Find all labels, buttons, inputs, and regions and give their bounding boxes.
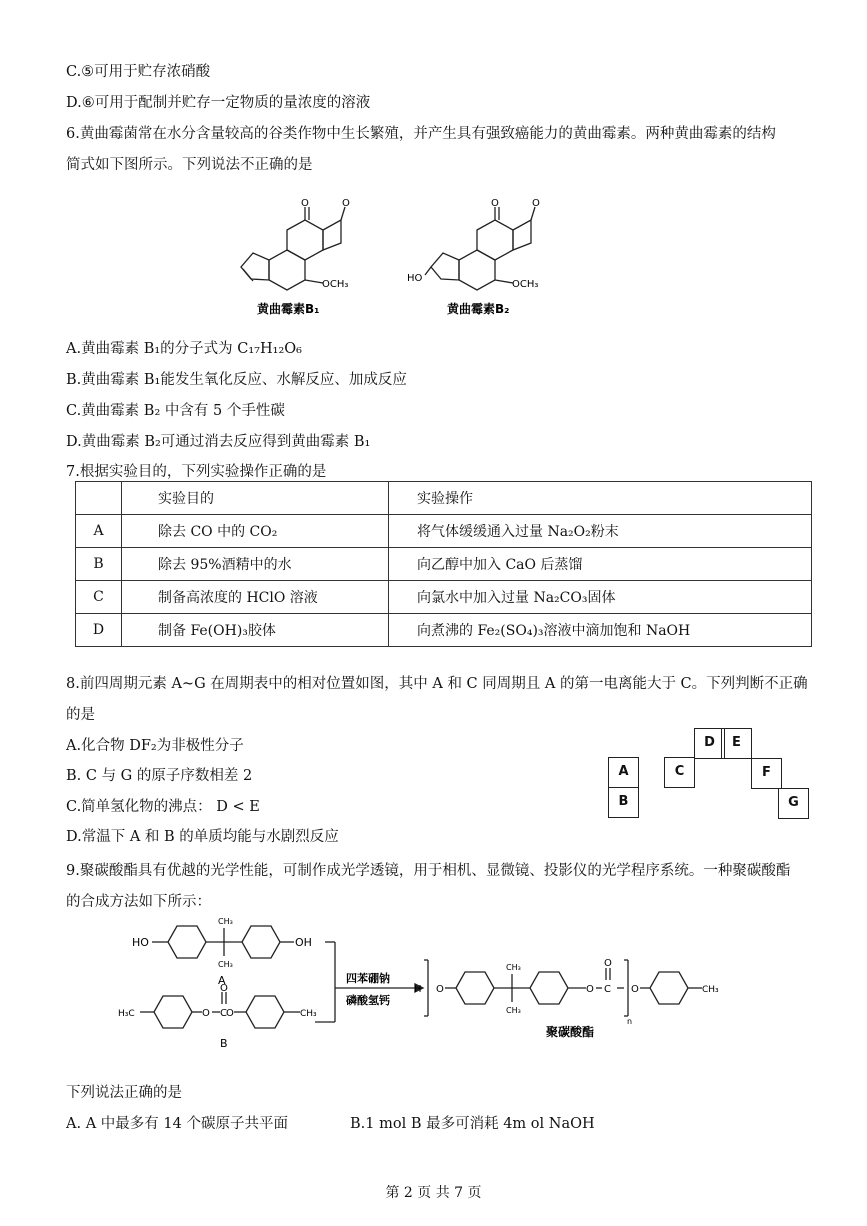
h-label: H: [414, 984, 422, 995]
o-label: O: [631, 984, 639, 995]
repeat-n: n: [627, 1017, 633, 1026]
table-row: [76, 548, 812, 581]
cell-f: F: [751, 758, 782, 789]
caption-b1: 黄曲霉素B₁: [257, 302, 320, 316]
q8-stem-line2: 的是: [66, 707, 95, 723]
q9-stem-line1: 9.聚碳酸酯具有优越的光学性能，可制作成光学透镜，用于相机、显微镜、投影仪的光学程序系统。一种聚碳酸酯: [66, 863, 791, 879]
q6-option-c: C.黄曲霉素 B₂ 中含有 5 个手性碳: [66, 403, 285, 419]
q9-question: 下列说法正确的是: [66, 1085, 182, 1101]
svg-text:O: O: [301, 198, 309, 209]
table-row: [76, 515, 812, 548]
cell-a: A: [608, 757, 639, 788]
och3-label: OCH₃: [512, 279, 539, 290]
label-a: A: [218, 974, 226, 987]
q6-option-a: A.黄曲霉素 B₁的分子式为 C₁₇H₁₂O₆: [66, 341, 302, 357]
product-label: 聚碳酸酯: [546, 1025, 595, 1039]
svg-text:O: O: [532, 198, 540, 209]
table-cell: A: [76, 515, 122, 548]
q8-stem-line1: 8.前四周期元素 A~G 在周期表中的相对位置如图，其中 A 和 C 同周期且 A 的第一电离能大于 C。下列判断不正确: [66, 676, 808, 692]
experiment-table: [75, 481, 812, 647]
cell-e: E: [721, 728, 752, 759]
oh-label: OH: [295, 936, 312, 949]
cell-b: B: [608, 787, 639, 818]
table-cell: 向煮沸的 Fe₂(SO₄)₃溶液中滴加饱和 NaOH: [389, 614, 812, 647]
q8-option-a: A.化合物 DF₂为非极性分子: [66, 738, 244, 754]
q9-option-a: A. A 中最多有 14 个碳原子共平面: [66, 1116, 288, 1132]
reagent-1: 四苯硼钠: [346, 972, 390, 985]
table-cell: 制备 Fe(OH)₃胶体: [122, 614, 389, 647]
table-cell: B: [76, 548, 122, 581]
ch3-label: CH₃: [218, 917, 233, 926]
reagent-2: 磷酸氢钙: [346, 994, 390, 1007]
q8-option-d: D.常温下 A 和 B 的单质均能与水剧烈反应: [66, 829, 339, 845]
aflatoxin-b1-structure: [235, 195, 375, 320]
table-cell: 将气体缓缓通入过量 Na₂O₂粉末: [389, 515, 812, 548]
q7-stem: 7.根据实验目的，下列实验操作正确的是: [66, 464, 327, 480]
cell-g: G: [778, 788, 809, 819]
c-label: C: [220, 1008, 227, 1019]
page-footer: 第 2 页 共 7 页: [385, 1185, 482, 1201]
ho-label: HO: [132, 936, 149, 949]
table-header-cell: 实验操作: [389, 482, 812, 515]
table-cell: 制备高浓度的 HClO 溶液: [122, 581, 389, 614]
q6-option-d: D.黄曲霉素 B₂可通过消去反应得到黄曲霉素 B₁: [66, 434, 371, 450]
q8-option-c: C.简单氢化物的沸点： D < E: [66, 799, 260, 815]
ch3-label: CH₃: [702, 985, 719, 995]
option-c-text: C.⑤可用于贮存浓硝酸: [66, 64, 211, 80]
ch3-label: CH₃: [506, 963, 521, 972]
option-d-text: D.⑥可用于配制并贮存一定物质的量浓度的溶液: [66, 95, 371, 111]
table-header-cell: [76, 482, 122, 515]
c-label: C: [604, 984, 611, 995]
cell-c: C: [664, 757, 695, 788]
o-label: O: [202, 1008, 210, 1019]
ho-label: HO: [407, 273, 423, 284]
table-cell: C: [76, 581, 122, 614]
caption-b2: 黄曲霉素B₂: [447, 302, 510, 316]
table-header-row: [76, 482, 812, 515]
o-label: O: [220, 983, 228, 994]
table-cell: D: [76, 614, 122, 647]
ch3-label: CH₃: [218, 960, 233, 969]
aflatoxin-b2-structure: [405, 195, 565, 320]
table-cell: 向乙醇中加入 CaO 后蒸馏: [389, 548, 812, 581]
q8-option-b: B. C 与 G 的原子序数相差 2: [66, 768, 253, 784]
table-cell: 向氯水中加入过量 Na₂CO₃固体: [389, 581, 812, 614]
table-row: [76, 614, 812, 647]
label-b: B: [220, 1037, 228, 1050]
cell-d: D: [694, 728, 725, 759]
q6-stem-line1: 6.黄曲霉菌常在水分含量较高的谷类作物中生长繁殖，并产生具有强致癌能力的黄曲霉素。两种黄曲霉素的结构: [66, 126, 776, 142]
o-label: O: [226, 1008, 234, 1019]
och3-label: OCH₃: [322, 279, 349, 290]
q6-option-b: B.黄曲霉素 B₁能发生氧化反应、水解反应、加成反应: [66, 372, 407, 388]
q6-stem-line2: 简式如下图所示。下列说法不正确的是: [66, 157, 313, 173]
ch3-label: CH₃: [506, 1006, 521, 1015]
table-cell: 除去 95%酒精中的水: [122, 548, 389, 581]
q9-option-b: B.1 mol B 最多可消耗 4m ol NaOH: [350, 1116, 595, 1132]
table-cell: 除去 CO 中的 CO₂: [122, 515, 389, 548]
polycarbonate-synthesis-scheme: [110, 912, 750, 1062]
h3c-label: H₃C: [118, 1009, 135, 1019]
ch3-label: CH₃: [300, 1009, 317, 1019]
q9-stem-line2: 的合成方法如下所示：: [66, 894, 211, 910]
svg-text:O: O: [491, 198, 499, 209]
o-label: O: [604, 958, 612, 969]
table-header-cell: 实验目的: [122, 482, 389, 515]
o-label: O: [586, 984, 594, 995]
o-label: O: [436, 984, 444, 995]
svg-text:O: O: [342, 198, 350, 209]
table-row: [76, 581, 812, 614]
